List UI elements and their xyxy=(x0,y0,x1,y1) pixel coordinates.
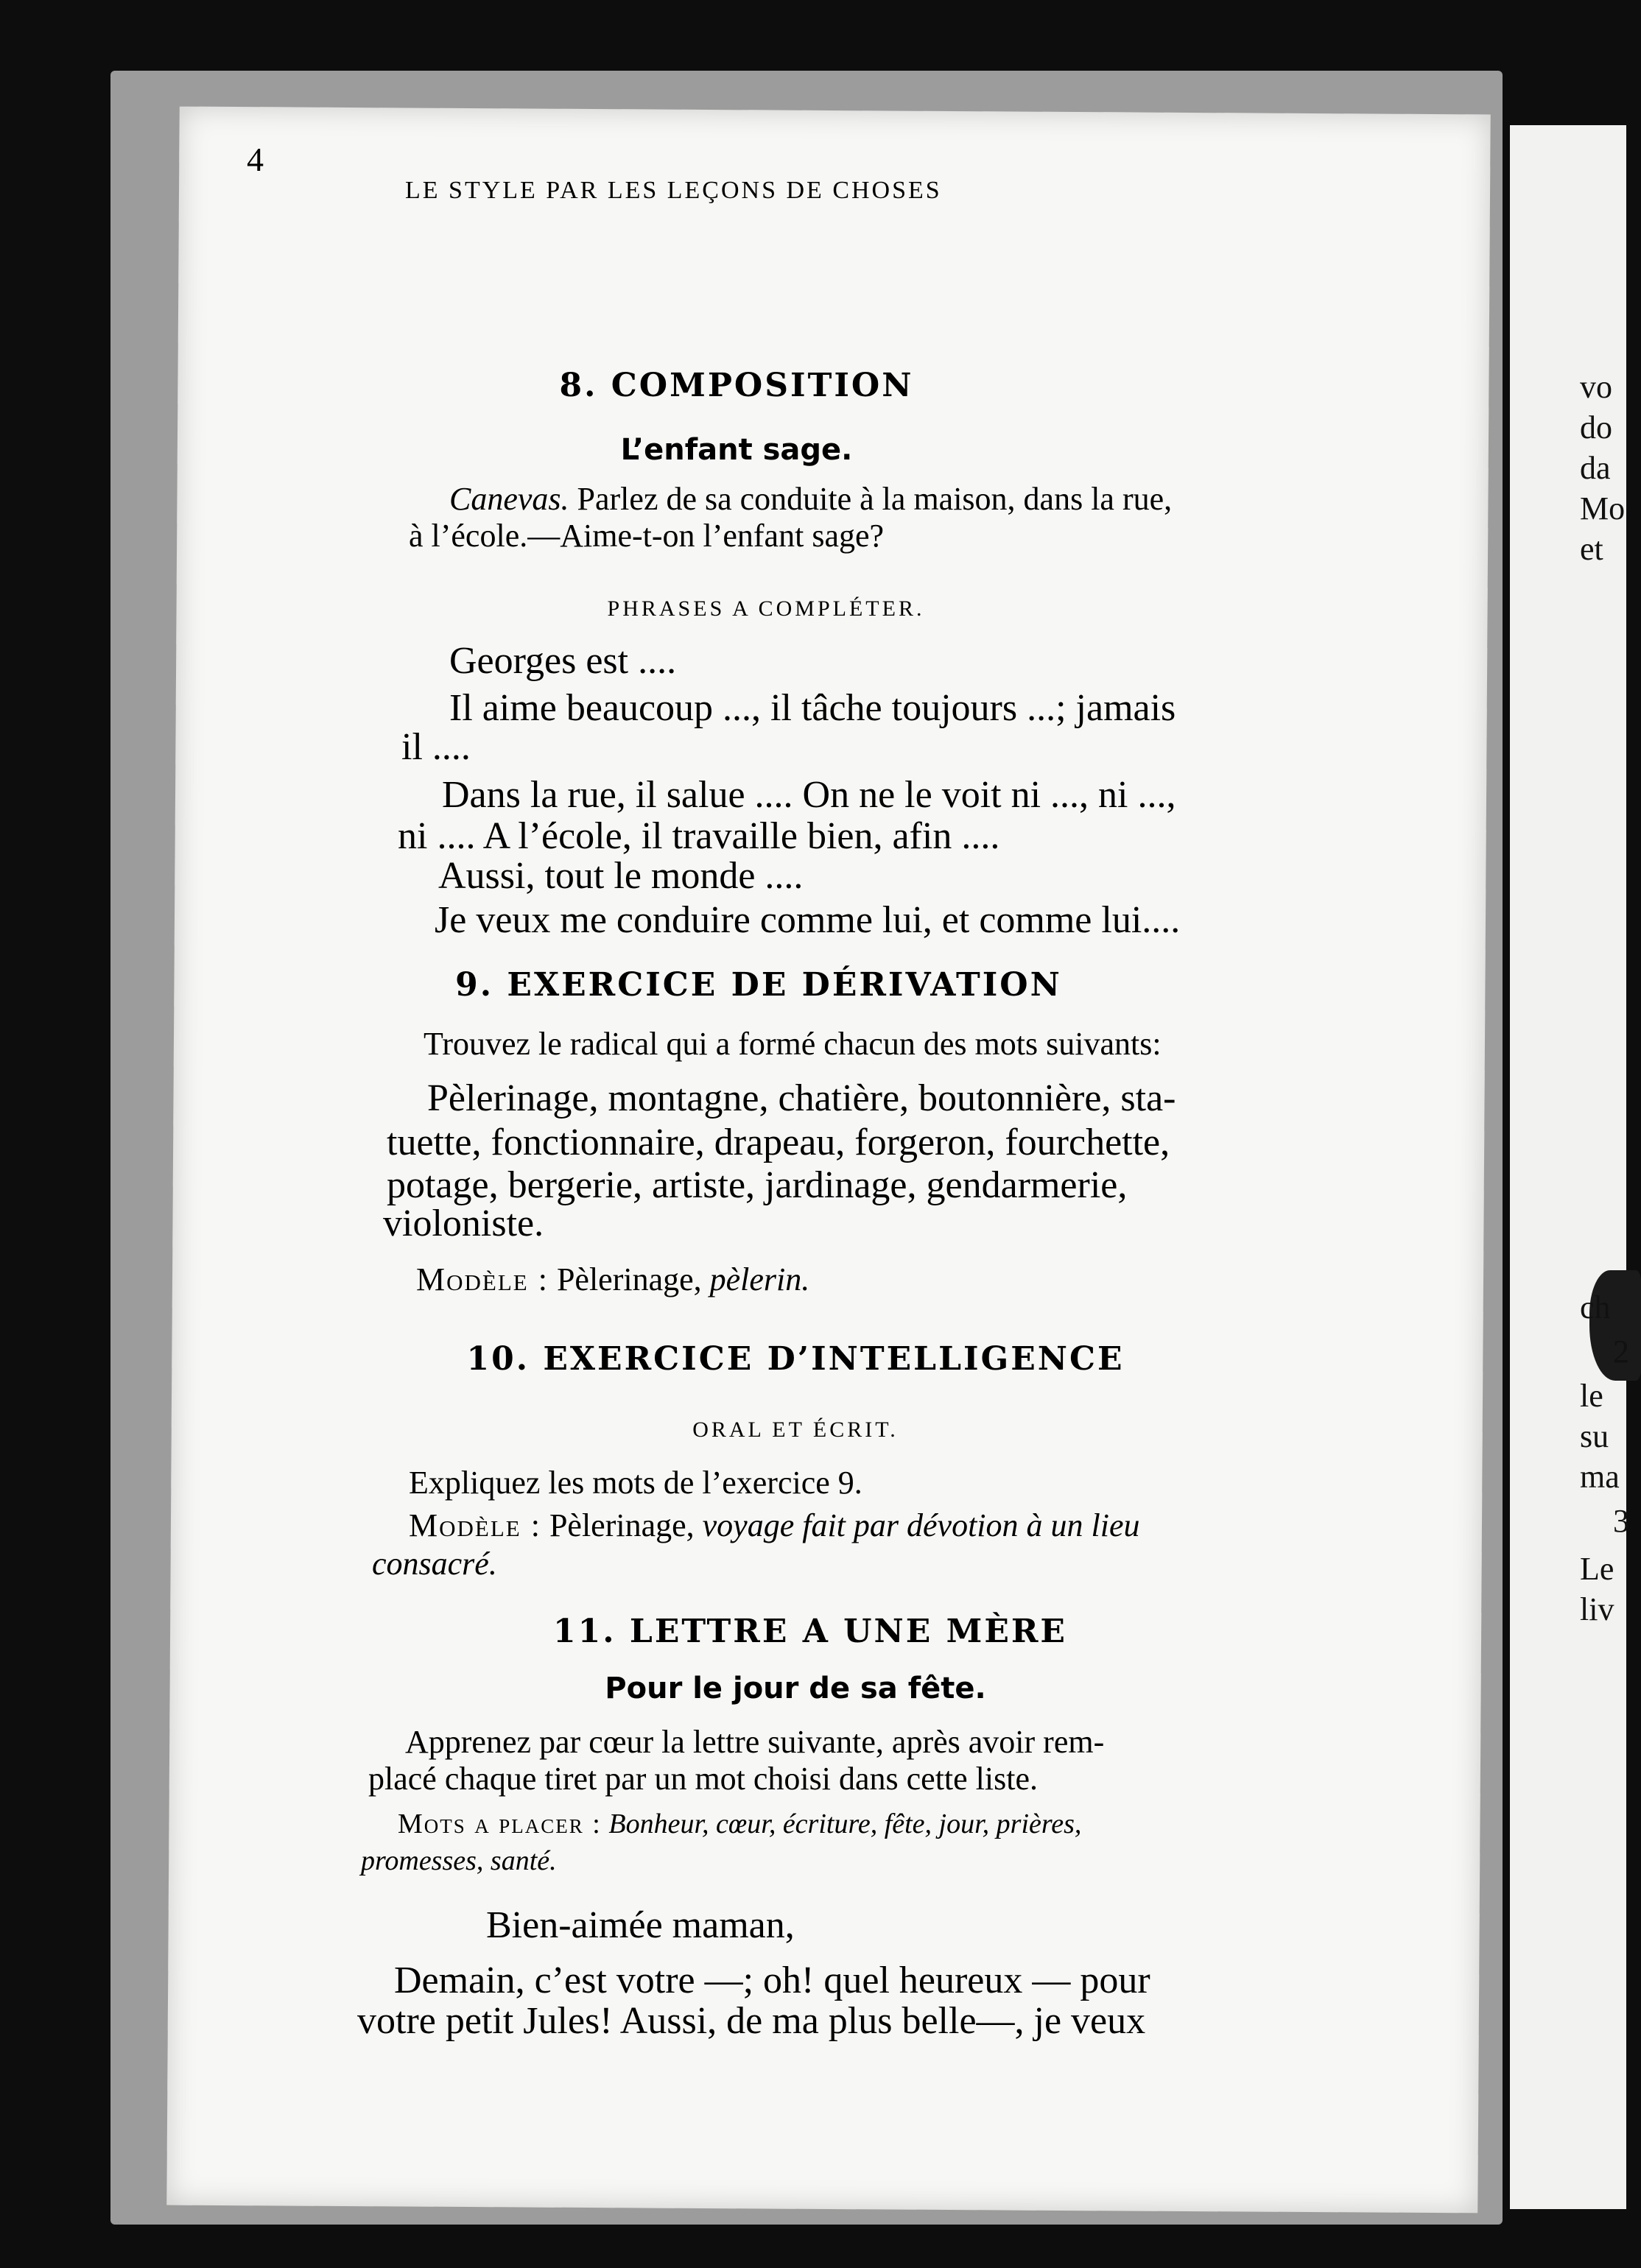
model-text: Pèlerinage, xyxy=(548,1261,710,1297)
running-head: LE STYLE PAR LES LEÇONS DE CHOSES xyxy=(405,177,942,204)
facing-fragment: le xyxy=(1580,1378,1603,1414)
facing-page xyxy=(1510,125,1629,2209)
facing-fragment: liv xyxy=(1580,1591,1614,1627)
facing-fragment: vo xyxy=(1580,369,1612,405)
intelligence-model-cont: consacré. xyxy=(372,1546,497,1582)
model-answer: voyage fait par dévotion à un lieu xyxy=(702,1507,1140,1543)
facing-fragment: su xyxy=(1580,1418,1609,1454)
letter-line: Demain, c’est votre —; oh! quel heureux — pour xyxy=(394,1959,1150,2001)
facing-fragment: ch xyxy=(1580,1289,1611,1325)
mots-a-placer xyxy=(398,1808,1081,1840)
canevas-label: Canevas. xyxy=(449,481,569,517)
facing-fragment: et xyxy=(1580,531,1603,567)
letter-line: votre petit Jules! Aussi, de ma plus belle—, je veux xyxy=(357,2000,1146,2042)
phrase-line: Je veux me conduire comme lui, et comme lui.... xyxy=(435,899,1181,941)
intelligence-instruction: Expliquez les mots de l’exercice 9. xyxy=(409,1465,862,1501)
mots-list-cont: promesses, santé. xyxy=(361,1845,557,1876)
facing-fragment: da xyxy=(1580,450,1611,486)
derivation-word-line: tuette, fonctionnaire, drapeau, forgeron, fourchette, xyxy=(387,1121,1170,1163)
page-number: 4 xyxy=(247,141,264,178)
facing-fragment: 2 xyxy=(1613,1334,1629,1370)
mots-label: Mots a placer : xyxy=(398,1809,602,1839)
derivation-instruction: Trouvez le radical qui a formé chacun des mots suivants: xyxy=(424,1026,1162,1062)
phrase-line: Aussi, tout le monde .... xyxy=(438,855,804,897)
derivation-word-line: Pèlerinage, montagne, chatière, boutonnière, sta- xyxy=(427,1077,1176,1119)
derivation-word-line: potage, bergerie, artiste, jardinage, gendarmerie, xyxy=(387,1164,1128,1206)
lettre-instruction: placé chaque tiret par un mot choisi dans cette liste. xyxy=(368,1761,1039,1797)
phrase-line: Il aime beaucoup ..., il tâche toujours ...; jamais xyxy=(449,687,1176,729)
section-heading-composition: 8. COMPOSITION xyxy=(559,367,914,404)
derivation-word-line: violoniste. xyxy=(383,1202,544,1244)
facing-fragment: 3 xyxy=(1613,1503,1629,1539)
section-heading-intelligence: 10. EXERCICE D’INTELLIGENCE xyxy=(466,1340,1125,1378)
model-text: Pèlerinage, xyxy=(541,1507,703,1543)
phrases-heading: PHRASES A COMPLÉTER. xyxy=(607,596,925,621)
canevas-line-1 xyxy=(449,480,1172,518)
mots-list: Bonheur, cœur, écriture, fête, jour, prières, xyxy=(601,1809,1082,1839)
phrase-line: il .... xyxy=(401,726,471,768)
facing-fragment: ma xyxy=(1580,1459,1620,1495)
intelligence-model xyxy=(409,1507,1140,1544)
model-answer: pèlerin. xyxy=(709,1261,810,1297)
canevas-text: Parlez de sa conduite à la maison, dans la rue, xyxy=(569,481,1173,517)
lettre-subtitle: Pour le jour de sa fête. xyxy=(605,1672,986,1705)
facing-fragment: Le xyxy=(1580,1551,1614,1587)
facing-fragment: Mo xyxy=(1580,490,1626,526)
section-heading-derivation: 9. EXERCICE DE DÉRIVATION xyxy=(455,966,1062,1004)
section-heading-lettre: 11. LETTRE A UNE MÈRE xyxy=(553,1613,1067,1650)
model-label: Modèle : xyxy=(416,1261,549,1297)
model-label: Modèle : xyxy=(409,1507,541,1543)
oral-ecrit-heading: ORAL ET ÉCRIT. xyxy=(692,1418,899,1442)
section-subtitle: L’enfant sage. xyxy=(620,433,853,467)
derivation-model xyxy=(416,1261,809,1298)
phrase-line: ni .... A l’école, il travaille bien, afin .... xyxy=(398,815,1000,857)
phrase-line: Dans la rue, il salue .... On ne le voit ni ..., ni ..., xyxy=(442,774,1176,816)
lettre-instruction: Apprenez par cœur la lettre suivante, après avoir rem- xyxy=(405,1724,1105,1760)
letter-salutation: Bien-aimée maman, xyxy=(486,1904,795,1946)
phrase-line: Georges est .... xyxy=(449,640,677,682)
canevas-line-2: à l’école.—Aime-t-on l’enfant sage? xyxy=(409,518,885,554)
facing-fragment: do xyxy=(1580,409,1612,446)
